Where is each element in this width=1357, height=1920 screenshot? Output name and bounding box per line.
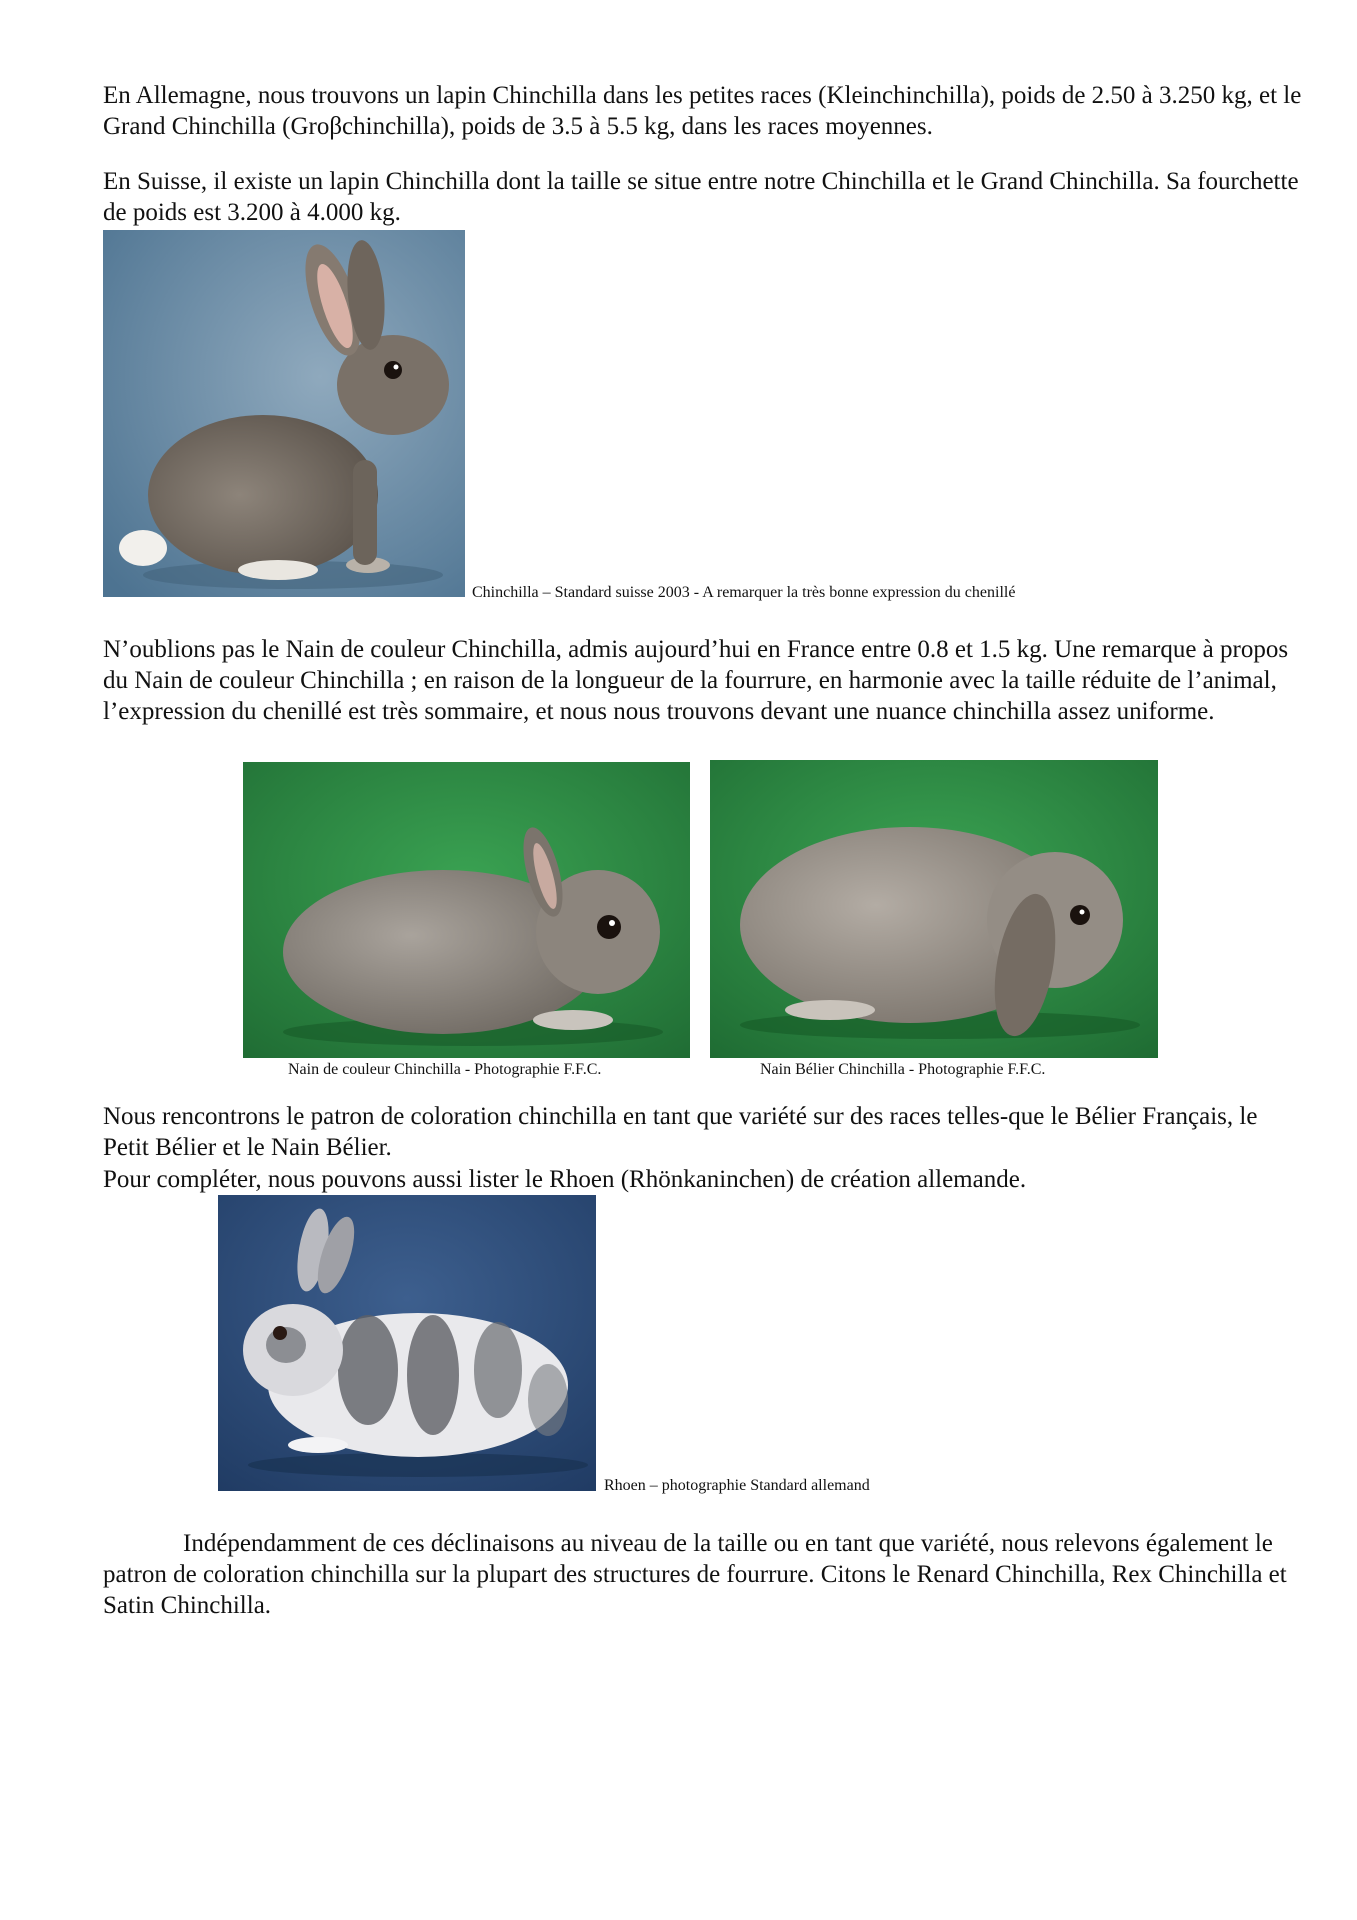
paragraph-dwarf: N’oublions pas le Nain de couleur Chinchilla, admis aujourd’hui en France entre 0.8 et 1.5 kg. Une remarque à propos du Nain de couleur Chinchilla ; en raison de la longueur de la fourrure, en harmonie avec la taille réduite de l’animal, l’expression du chenillé est très sommaire, et nous nous trouvons devant une nuance chinchilla assez uniforme. — [103, 636, 1289, 725]
paragraph-fur-structures: Indépendamment de ces déclinaisons au niveau de la taille ou en tant que variété, nous relevons également le patron de coloration chinchilla sur la plupart des structures de fourrure. Citons le Renard Chinchilla, Rex Chinchilla et Satin Chinchilla. — [103, 1530, 1287, 1619]
paragraph-rhoen: Pour compléter, nous pouvons aussi lister le Rhoen (Rhönkaninchen) de création allemande. — [103, 1166, 1027, 1193]
paragraph-switzerland: En Suisse, il existe un lapin Chinchilla dont la taille se situe entre notre Chinchilla et le Grand Chinchilla. Sa fourchette de poids est 3.200 à 4.000 kg. — [103, 168, 1299, 226]
photo-dwarf-chinchilla — [243, 762, 690, 1058]
caption-swiss-chinchilla: Chinchilla – Standard suisse 2003 - A remarquer la très bonne expression du chenillé — [472, 584, 1016, 601]
paragraph-germany: En Allemagne, nous trouvons un lapin Chinchilla dans les petites races (Kleinchinchilla), poids de 2.50 à 3.250 kg, et le Grand Chinchilla (Groβchinchilla), poids de 3.5 à 5.5 kg, dans les races moyennes. — [103, 82, 1302, 140]
paragraph-varieties: Nous rencontrons le patron de coloration chinchilla en tant que variété sur des races telles-que le Bélier Français, le Petit Bélier et le Nain Bélier. — [103, 1103, 1258, 1161]
caption-dwarf-lop-chinchilla: Nain Bélier Chinchilla - Photographie F.F.C. — [760, 1061, 1046, 1078]
photo-swiss-chinchilla — [103, 230, 465, 597]
photo-dwarf-lop-chinchilla — [710, 760, 1158, 1058]
caption-rhoen: Rhoen – photographie Standard allemand — [604, 1477, 870, 1494]
photo-rhoen — [218, 1195, 596, 1491]
caption-dwarf-chinchilla: Nain de couleur Chinchilla - Photographie F.F.C. — [288, 1061, 602, 1078]
